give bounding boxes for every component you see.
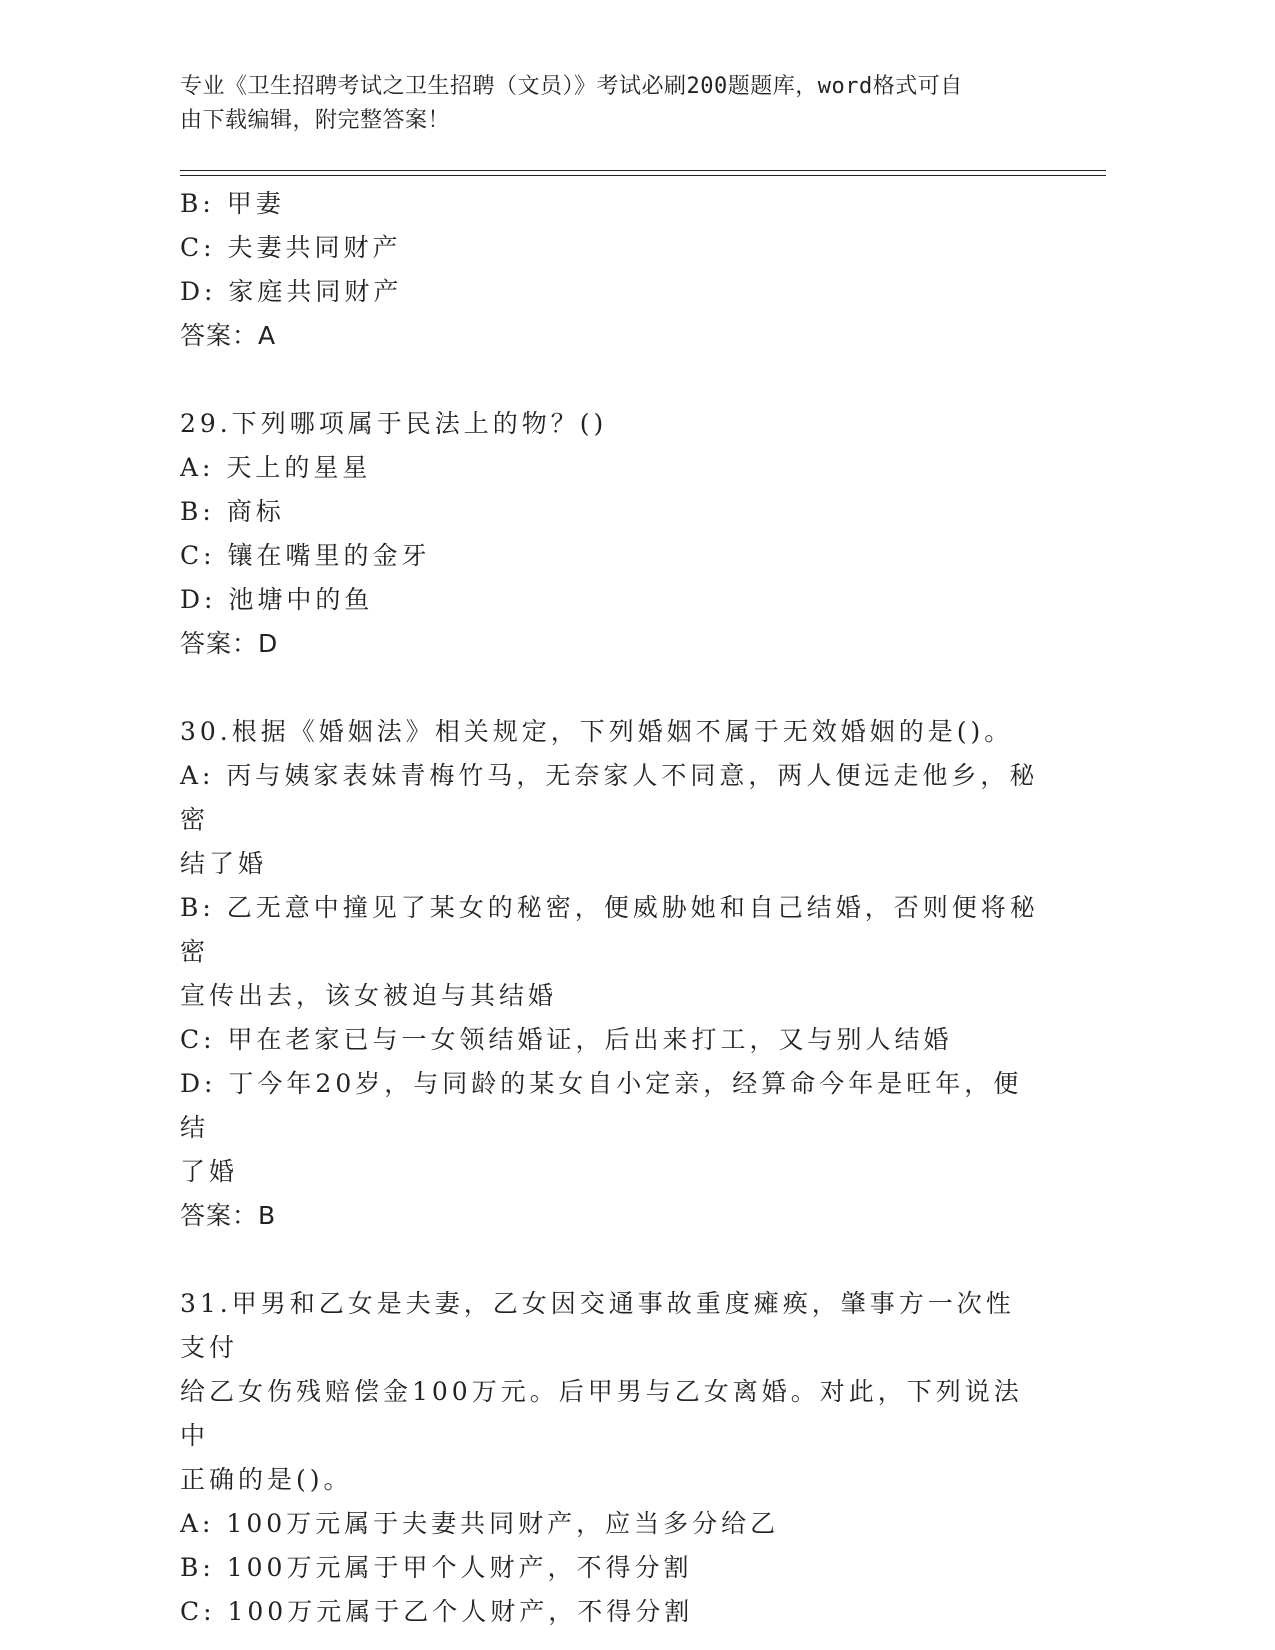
question-text: 正确的是()。 xyxy=(180,1465,353,1494)
question-text: 30.根据《婚姻法》相关规定，下列婚姻不属于无效婚姻的是()。 xyxy=(180,717,1014,746)
header-divider-bottom xyxy=(180,175,1106,176)
answer-line: 答案：D xyxy=(180,629,279,658)
option-line: D: 池塘中的鱼 xyxy=(180,585,374,614)
question-29 xyxy=(180,402,1040,666)
previous-question-tail xyxy=(180,182,1040,358)
answer-line: 答案：B xyxy=(180,1201,277,1230)
question-text: 31.甲男和乙女是夫妻，乙女因交通事故重度瘫痪，肇事方一次性支付 xyxy=(180,1289,1015,1362)
spacer xyxy=(180,666,1040,710)
header-divider-top xyxy=(180,170,1106,171)
option-line: 了婚 xyxy=(180,1157,239,1186)
option-line: B: 商标 xyxy=(180,497,285,526)
question-31 xyxy=(180,1282,1040,1634)
option-line: D: 丁今年20岁，与同龄的某女自小定亲，经算命今年是旺年，便结 xyxy=(180,1069,1023,1142)
option-line: 宣传出去，该女被迫与其结婚 xyxy=(180,981,558,1010)
option-line: D: 家庭共同财产 xyxy=(180,277,403,306)
header-title-line-1: 专业《卫生招聘考试之卫生招聘（文员）》考试必刷200题题库，word格式可自 xyxy=(180,74,963,99)
spacer xyxy=(180,358,1040,402)
question-text: 29.下列哪项属于民法上的物？() xyxy=(180,409,608,438)
answer-line: 答案：A xyxy=(180,321,277,350)
option-line: B: 100万元属于甲个人财产，不得分割 xyxy=(180,1553,693,1582)
option-line: B: 乙无意中撞见了某女的秘密，便威胁她和自己结婚，否则便将秘密 xyxy=(180,893,1039,966)
option-line: C: 镶在嘴里的金牙 xyxy=(180,541,431,570)
option-line: A: 天上的星星 xyxy=(180,453,372,482)
option-line: B: 甲妻 xyxy=(180,189,285,218)
option-line: 结了婚 xyxy=(180,849,268,878)
header-title-line-2: 由下载编辑，附完整答案！ xyxy=(180,108,451,133)
document-header xyxy=(180,70,1040,138)
option-line: A: 100万元属于夫妻共同财产，应当多分给乙 xyxy=(180,1509,780,1538)
option-line: A: 丙与姨家表妹青梅竹马，无奈家人不同意，两人便远走他乡，秘密 xyxy=(180,761,1039,834)
option-line: C: 甲在老家已与一女领结婚证，后出来打工，又与别人结婚 xyxy=(180,1025,953,1054)
option-line: C: 100万元属于乙个人财产，不得分割 xyxy=(180,1597,694,1626)
question-content xyxy=(180,182,1040,1634)
question-text: 给乙女伤残赔偿金100万元。后甲男与乙女离婚。对此，下列说法中 xyxy=(180,1377,1023,1450)
question-30 xyxy=(180,710,1040,1238)
option-line: C: 夫妻共同财产 xyxy=(180,233,402,262)
spacer xyxy=(180,1238,1040,1282)
